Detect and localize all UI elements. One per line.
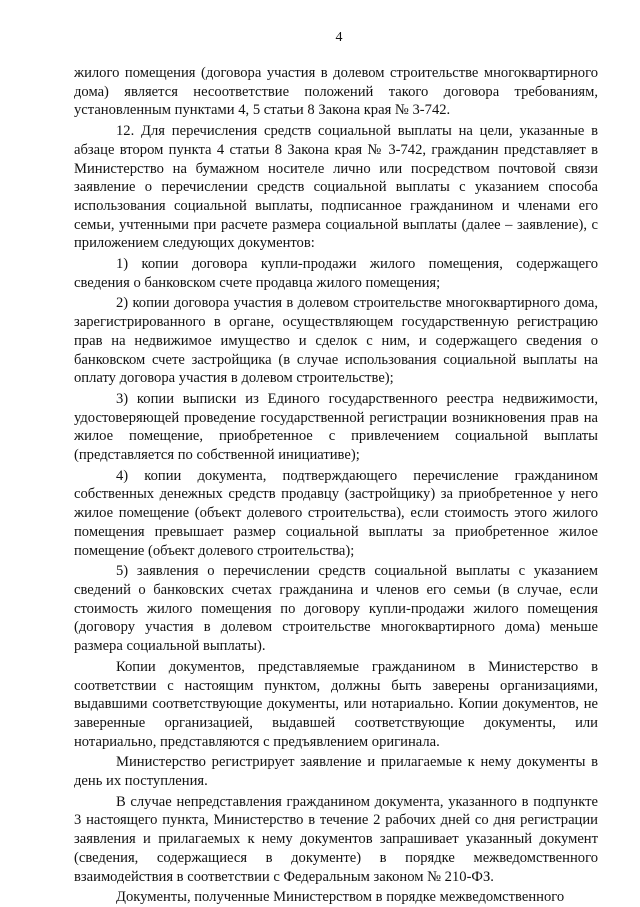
paragraph-subitem-1: 1) копии договора купли-продажи жилого помещения, содержащего сведения о банковском счете продавца жилого помещения; <box>74 256 598 291</box>
paragraph-subitem-5: 5) заявления о перечислении средств социальной выплаты с указанием сведений о банковских счетах гражданина и членов его семьи (в случае, если стоимость жилого помещения по договору купли-продажи жилого помещения (договору участия в долевом строительстве многоквартирного дома) меньше размера социальной выплаты). <box>74 563 598 655</box>
paragraph-received-documents: Документы, полученные Министерством в порядке межведомственного <box>116 889 565 906</box>
paragraph-interagency-request: В случае непредставления гражданином документа, указанного в подпункте 3 настоящего пункта, Министерство в течение 2 рабочих дней со дня регистрации заявления и прилагаемых к нему документов запрашивает указанный документ (сведения, содержащиеся в документе) в порядке межведомственного взаимодействия в соответствии с Федеральным законом № 210-ФЗ. <box>74 793 598 885</box>
page-number: 4 <box>335 30 343 45</box>
paragraph-item-12: 12. Для перечисления средств социальной выплаты на цели, указанные в абзаце втором пункта 4 статьи 8 Закона края № 3-742, гражданин представляет в Министерство на бумажном носителе лично или посредством почтовой связи заявление о перечислении средств социальной выплаты с указанием способа использования социальной выплаты, подписанное гражданином и членами его семьи, учтенными при расчете размера социальной выплаты (далее – заявление), с приложением следующих документов: <box>74 123 598 252</box>
paragraph-copies-certification: Копии документов, представляемые гражданином в Министерство в соответствии с настоящим пунктом, должны быть заверены организациями, выдавшими соответствующие документы, или нотариально. Копии документов, не заверенные организацией, выдавшей соответствующие документы, или нотариально, представляются с предъявлением оригинала. <box>74 658 598 750</box>
paragraph-subitem-2: 2) копии договора участия в долевом строительстве многоквартирного дома, зарегистрированного в органе, осуществляющем государственную регистрацию прав на недвижимое имущество и сделок с ним, и содержащего сведения о банковском счете застройщика (в случае использования социальной выплаты на оплату договора участия в долевом строительстве); <box>74 295 598 387</box>
paragraph-continuation: жилого помещения (договора участия в долевом строительстве многоквартирного дома) является несоответствие положений такого договора требованиям, установленным пунктами 4, 5 статьи 8 Закона края № 3-742. <box>74 65 598 119</box>
paragraph-registration: Министерство регистрирует заявление и прилагаемые к нему документы в день их поступления. <box>74 754 598 790</box>
paragraph-subitem-4: 4) копии документа, подтверждающего перечисление гражданином собственных денежных средств продавцу (застройщику) за приобретенное у него жилое помещение (объект долевого строительства), если стоимость этого жилого помещения превышает размер социальной выплаты за приобретенное жилое помещение (объект долевого строительства); <box>74 467 598 559</box>
paragraph-subitem-3: 3) копии выписки из Единого государственного реестра недвижимости, удостоверяющей проведение государственной регистрации возникновения прав на жилое помещение, приобретенное с привлечением социальной выплаты (представляется по собственной инициативе); <box>74 390 598 464</box>
